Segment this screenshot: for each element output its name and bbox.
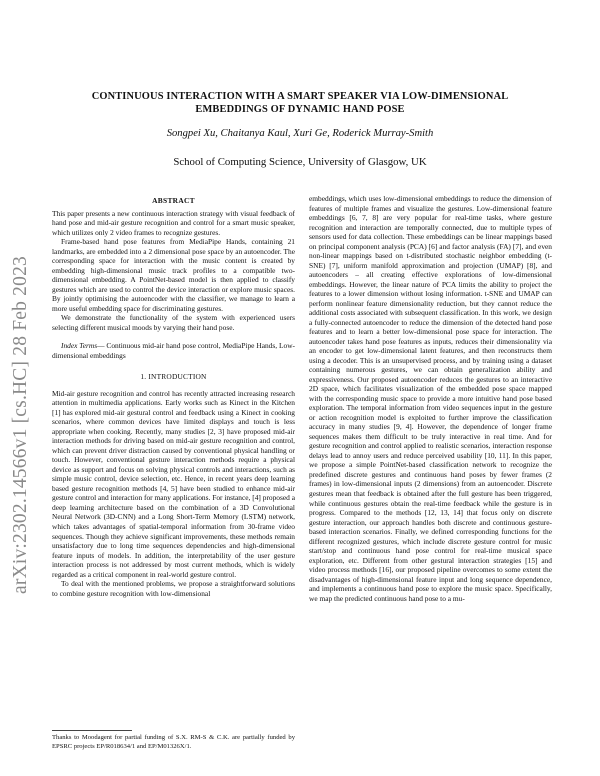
intro-continued-paragraph: embeddings, which uses low-dimensional embeddings to reduce the dimension of features of multiple frames and visualize the gestures. Low-dimensional feature embeddings [6, 7, 8] are very popular for real-time tasks, where gesture recognition and interaction are temporally connected, due to multiple types of sensors used for data collection. These embeddings can be linear mappings based on principal component analysis (PCA) [6] and factor analysis (FA) [7], and even non-linear mappings based on t-distributed stochastic neighbor embedding (t-SNE) [7], uniform manifold approximation and projection (UMAP) [8], and autoencoders – all creating effective explorations of low-dimensional embeddings. However, the linear nature of PCA limits the ability to project the features to a lower dimension without losing information. t-SNE and UMAP can perform nonlinear feature dimensionality reduction, but they cannot reduce the additional costs associated with subsequent classification. In this work, we design a fully-connected autoencoder to reduce the dimension of the detected hand pose features and to learn a better low-dimensional pose space for interaction. The autoencoder takes hand pose features as inputs, reduces their dimensionality via an encoder to get low-dimensional latent features, and then reconstructs them using a decoder. This is an unsupervised process, and by training using a dataset containing numerous gestures, we can obtain generalization ability and expressiveness. Our proposed autoencoder reduces the gestures to an interactive 2D space, which facilitates visualization of the embedded pose space mapped with the corresponding music space to provide a more intuitive hand pose based exploration. The temporal information from video sequences input in the gesture or action recognition model is exploited to further improve the classification accuracy in many studies [9, 4]. However, the dependence of longer frame sequences makes them difficult to be truly interactive in real time. And for gesture recognition and control applied to realistic scenarios, interaction response delays lead to annoy users and reduce perceived usability [10, 11]. In this paper, we propose a simple PointNet-based classification network to recognize the predefined discrete gestures and continuous hand poses by fewer frames (2 frames) in low-dimensional inputs (2 dimensions) from an autoencoder. Discrete gestures mean that feedback is obtained after the full gesture has been triggered, while continuous gestures obtain the real-time feedback while the gesture is in progress. Compared to the methods [12, 13, 14] that focus only on discrete gesture interaction, our approach handles both discrete and continuous gesture-based interaction scenarios. Finally, we defined corresponding functions for the different recognized gestures, which include discrete gesture control for music start/stop and continuous hand pose control for real-time musical space exploration, etc. Different from other gestural interaction strategies [15] and video process methods [16], our proposed pipeline overcomes to some extent the disadvantages of high-dimensional feature input and long sequence dependence, and implements a continuous hand pose to explore the music space. Specifically, we map the predicted continuous hand pose to a mu- — [309, 194, 552, 603]
paper-title: CONTINUOUS INTERACTION WITH A SMART SPEAKER VIA LOW-DIMENSIONAL EMBEDDINGS OF DYNAMIC HAND POSE — [91, 91, 509, 115]
arxiv-identifier: arXiv:2302.14566v1 [cs.HC] 28 Feb 2023 — [10, 256, 31, 594]
right-column — [309, 194, 552, 603]
section-1-heading: 1. INTRODUCTION — [140, 372, 207, 382]
arxiv-sidebar-stamp — [6, 256, 36, 594]
intro-paragraph-1: Mid-air gesture recognition and control has recently attracted increasing research attention in multimedia applications. Early works such as Kinect in the Kitchen [1] has explored mid-air gestural control and feedback using a Kinect in cooking scenarios, where common devices have limited displays and touch is less appropriate when cooking. Recently, many studies [2, 3] have proposed mid-air interaction methods for driving based on mid-air gesture recognition and control, which can prevent driver distraction caused by conventional physical handling or touch. However, conventional gesture interaction methods require a physical device as support and focus on solving physical controls and interactions, such as simple music control, device selection, etc. Hence, in recent years deep learning based gesture recognition methods [4, 5] have been studied to enhance mid-air gesture control and interaction for many applications. For instance, [4] proposed a deep learning architecture based on the combination of a 3D Convolutional Neural Network (3D-CNN) and a Long Short-Term Memory (LSTM) network, which takes advantages of spatial-temporal information from 30-frame video sequences. Though they achieve significant improvements, these methods remain unsatisfactory due to long time sequences dependencies and high-dimensional feature inputs of models. In addition, the interpretability of the user gesture interaction process is not addressed by most current methods, which is widely regarded as a critical component in real-world gesture control. — [52, 388, 295, 579]
footnote: Thanks to Moodagent for partial funding of S.X. RM-S & C.K. are partially funded by EPSRC projects EP/R018634/1 and EP/M01326X/1. — [52, 734, 295, 750]
left-column — [52, 196, 295, 598]
abstract-heading: ABSTRACT — [152, 196, 195, 205]
index-terms — [52, 341, 295, 360]
abstract-paragraph-1: This paper presents a new continuous interaction strategy with visual feedback of hand pose and mid-air gesture recognition and control for a smart music speaker, which utilizes only 2 video frames to recognize gestures. — [52, 208, 295, 237]
paper-affiliation: School of Computing Science, University of Glasgow, UK — [173, 156, 427, 168]
index-terms-label: Index Terms — [61, 341, 98, 351]
paper-authors: Songpei Xu, Chaitanya Kaul, Xuri Ge, Roderick Murray-Smith — [166, 128, 434, 139]
abstract-paragraph-3: We demonstrate the functionality of the system with experienced users selecting different musical moods by varying their hand pose. — [52, 313, 295, 332]
abstract-paragraph-2: Frame-based hand pose features from MediaPipe Hands, containing 21 landmarks, are embedded into a 2 dimensional pose space by an autoencoder. The corresponding space for interaction with the music content is created by embedding high-dimensional music track profiles to a compatible two-dimensional embedding. A PointNet-based model is then applied to classify gestures which are used to control the device interaction or explore music spaces. By jointly optimising the autoencoder with the classifier, we manage to learn a more useful embedding space for discriminating gestures. — [52, 237, 295, 313]
intro-paragraph-2: To deal with the mentioned problems, we propose a straightforward solutions to combine gesture recognition with low-dimensional — [52, 579, 295, 598]
footnote-rule — [52, 730, 132, 731]
index-terms-text: — Continuous mid-air hand pose control, MediaPipe Hands, Low-dimensional embeddings — [52, 341, 296, 360]
